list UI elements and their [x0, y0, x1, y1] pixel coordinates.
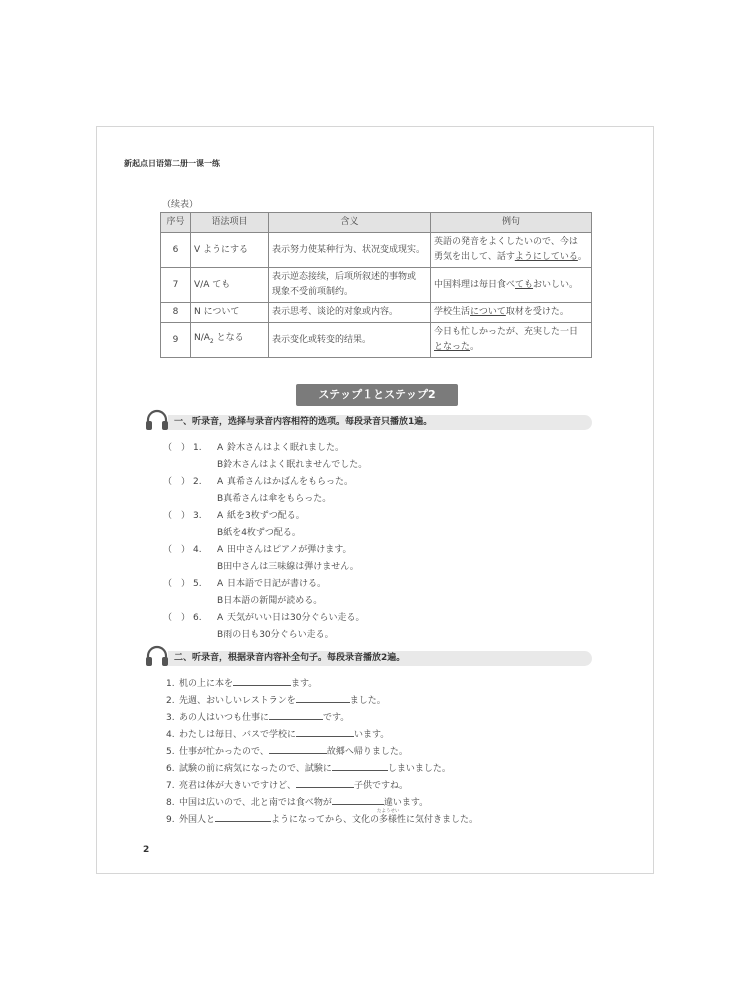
option-label: B [217, 596, 224, 606]
item-text: 先週、おいしいレストランを [179, 696, 296, 706]
item-text: 性に気付きました。 [397, 815, 479, 825]
item-number: 6. [166, 764, 175, 774]
meaning: 表示思考、谈论的对象或内容。 [269, 303, 431, 323]
table-row [161, 233, 592, 268]
question-number: 3. [193, 511, 202, 521]
answer-paren[interactable]: （ ） [163, 477, 191, 487]
example-text: 勇気を出して、話す [434, 252, 515, 262]
col-header-grammar: 语法项目 [191, 213, 269, 233]
example [431, 323, 592, 358]
fill-item-4 [166, 727, 389, 740]
col-header-number: 序号 [161, 213, 191, 233]
meaning: 表示努力使某种行为、状况变成现实。 [269, 233, 431, 268]
page-number: 2 [143, 845, 150, 855]
item-number: 8. [166, 798, 175, 808]
question-5 [163, 576, 326, 589]
item-text: です。 [323, 713, 350, 723]
question-number: 5. [193, 579, 202, 589]
fill-item-5 [166, 744, 408, 757]
item-text: 机の上に本を [179, 679, 234, 689]
grammar-item: V/A ても [191, 268, 269, 303]
option-label: A [217, 511, 224, 521]
question-3-option-b [217, 525, 301, 538]
item-text: 子供ですね。 [354, 781, 409, 791]
fill-item-7 [166, 778, 408, 791]
option-label: B [217, 562, 224, 572]
answer-paren[interactable]: （ ） [163, 613, 191, 623]
item-text: ようになってから、文化の [271, 815, 380, 825]
question-5-option-b [217, 593, 322, 606]
question-number: 2. [193, 477, 202, 487]
question-1 [163, 440, 344, 453]
fill-item-6 [166, 761, 451, 774]
fill-item-3 [166, 710, 349, 723]
example-line: 今日も忙しかったが、充実した一日 [434, 327, 579, 337]
furigana: たようせい [377, 809, 400, 814]
example-text: 学校生活 [434, 307, 471, 317]
headphones-icon [144, 408, 170, 432]
option-b-text: 紙を4枚ずつ配る。 [223, 528, 301, 538]
answer-blank[interactable] [215, 812, 271, 822]
question-4 [163, 542, 352, 555]
option-b-text: 鈴木さんはよく眠れませんでした。 [223, 460, 368, 470]
section-2-title: 二、听录音，根据录音内容补全句子。每段录音播放2遍。 [168, 651, 592, 666]
item-text: 中国は広いので、北と南では食べ物が [179, 798, 332, 808]
item-text: います。 [354, 730, 390, 740]
fill-item-8 [166, 795, 428, 808]
item-text: ます。 [291, 679, 318, 689]
meaning: 表示变化或转变的结果。 [269, 323, 431, 358]
example-underlined: ても [515, 279, 534, 290]
meaning [269, 268, 431, 303]
answer-blank[interactable] [296, 778, 354, 788]
grammar-item-subscript: 2 [209, 337, 214, 345]
example-underlined: となった [434, 342, 471, 352]
grammar-item: V ようにする [191, 233, 269, 268]
example [431, 233, 592, 268]
grammar-item-text: N/A [194, 333, 210, 344]
item-text: 故郷へ帰りました。 [326, 747, 408, 757]
answer-blank[interactable] [296, 693, 350, 703]
fill-item-1 [166, 676, 317, 689]
answer-paren[interactable]: （ ） [163, 545, 191, 555]
answer-blank[interactable] [233, 676, 291, 686]
item-text: 違います。 [383, 798, 429, 808]
option-b-text: 日本語の新聞が読める。 [223, 596, 323, 606]
item-text: 外国人と [179, 815, 216, 825]
option-a-text: 鈴木さんはよく眠れました。 [227, 443, 345, 453]
grammar-item-text: となる [213, 333, 244, 344]
question-number: 1. [193, 443, 202, 453]
question-6-option-b [217, 627, 334, 640]
question-2-option-b [217, 491, 331, 504]
item-number: 9. [166, 815, 175, 825]
item-number: 2. [166, 696, 175, 706]
example-text: 。 [577, 252, 587, 262]
option-b-text: 真希さんは傘をもらった。 [223, 494, 332, 504]
grammar-item: N について [191, 303, 269, 323]
item-number: 7. [166, 781, 175, 791]
item-text: ました。 [349, 696, 386, 706]
book-title: 新起点日语第二册一课一练 [124, 159, 220, 168]
option-a-text: 紙を3枚ずつ配る。 [227, 511, 305, 521]
example-underlined: ようにしている [514, 252, 578, 262]
item-text: あの人はいつも仕事に [179, 713, 270, 723]
item-text: しまいました。 [387, 764, 451, 774]
table-row [161, 303, 592, 323]
example-text: 取材を受けた。 [505, 307, 569, 317]
grammar-table [160, 212, 592, 358]
option-label: A [217, 613, 224, 623]
question-number: 4. [193, 545, 202, 555]
option-a-text: 真希さんはかばんをもらった。 [227, 477, 354, 487]
option-a-text: 日本語で日記が書ける。 [227, 579, 327, 589]
row-number: 9 [161, 323, 191, 358]
option-label: B [217, 630, 224, 640]
item-number: 3. [166, 713, 175, 723]
meaning-line: 现象不受前项制约。 [272, 287, 354, 297]
question-1-option-b [217, 457, 367, 470]
grammar-item [191, 323, 269, 358]
example-text: おいしい。 [533, 279, 579, 290]
option-label: A [217, 545, 224, 555]
row-number: 7 [161, 268, 191, 303]
example-text: 。 [470, 342, 480, 352]
option-label: A [217, 443, 224, 453]
example [431, 303, 592, 323]
option-a-text: 田中さんはピアノが弾けます。 [227, 545, 352, 555]
answer-blank[interactable] [332, 795, 384, 805]
meaning-line: 表示逆态接续，后项所叙述的事物或 [272, 272, 417, 282]
answer-paren[interactable]: （ ） [163, 579, 191, 589]
option-label: B [217, 494, 224, 504]
item-text: わたしは毎日、バスで学校に [179, 730, 297, 740]
answer-blank[interactable] [269, 744, 327, 754]
fill-item-2 [166, 693, 386, 706]
question-3 [163, 508, 305, 521]
answer-blank[interactable] [269, 710, 323, 720]
question-6 [163, 610, 364, 623]
headphones-icon [144, 644, 170, 668]
step-banner: ステップ１とステップ2 [296, 384, 458, 406]
item-text: 試験の前に病気になったので、試験に [179, 764, 332, 774]
option-a-text: 天気がいい日は30分ぐらい走る。 [227, 613, 365, 623]
row-number: 8 [161, 303, 191, 323]
section-1-title: 一、听录音，选择与录音内容相符的选项。每段录音只播放1遍。 [168, 415, 592, 430]
item-text: 亮君は体が大きいですけど、 [179, 781, 297, 791]
example-text: 中国料理は毎日食べ [434, 279, 516, 290]
question-2 [163, 474, 353, 487]
option-label: A [217, 477, 224, 487]
table-row [161, 323, 592, 358]
answer-paren[interactable]: （ ） [163, 511, 191, 521]
answer-blank[interactable] [332, 761, 388, 771]
table-header-row [161, 213, 592, 233]
ruby-base: 多様 [379, 815, 398, 825]
row-number: 6 [161, 233, 191, 268]
example-line: 英語の発音をよくしたいので、今は [434, 237, 578, 247]
item-number: 4. [166, 730, 175, 740]
option-b-text: 田中さんは三味線は弾けません。 [223, 562, 359, 572]
item-number: 5. [166, 747, 175, 757]
table-row [161, 268, 592, 303]
example-underlined: について [470, 307, 506, 317]
answer-blank[interactable] [296, 727, 354, 737]
ruby-word [377, 809, 400, 825]
option-b-text: 雨の日も30分ぐらい走る。 [223, 630, 334, 640]
col-header-meaning: 含义 [269, 213, 431, 233]
example [431, 268, 592, 303]
question-4-option-b [217, 559, 359, 572]
fill-item-9 [166, 809, 479, 825]
question-number: 6. [193, 613, 202, 623]
item-text: 仕事が忙かったので、 [179, 747, 269, 757]
item-number: 1. [166, 679, 175, 689]
option-label: B [217, 528, 224, 538]
col-header-example: 例句 [431, 213, 592, 233]
answer-paren[interactable]: （ ） [163, 443, 191, 453]
table-continued-label: （续表） [162, 200, 199, 210]
option-label: B [217, 460, 224, 470]
option-label: A [217, 579, 224, 589]
